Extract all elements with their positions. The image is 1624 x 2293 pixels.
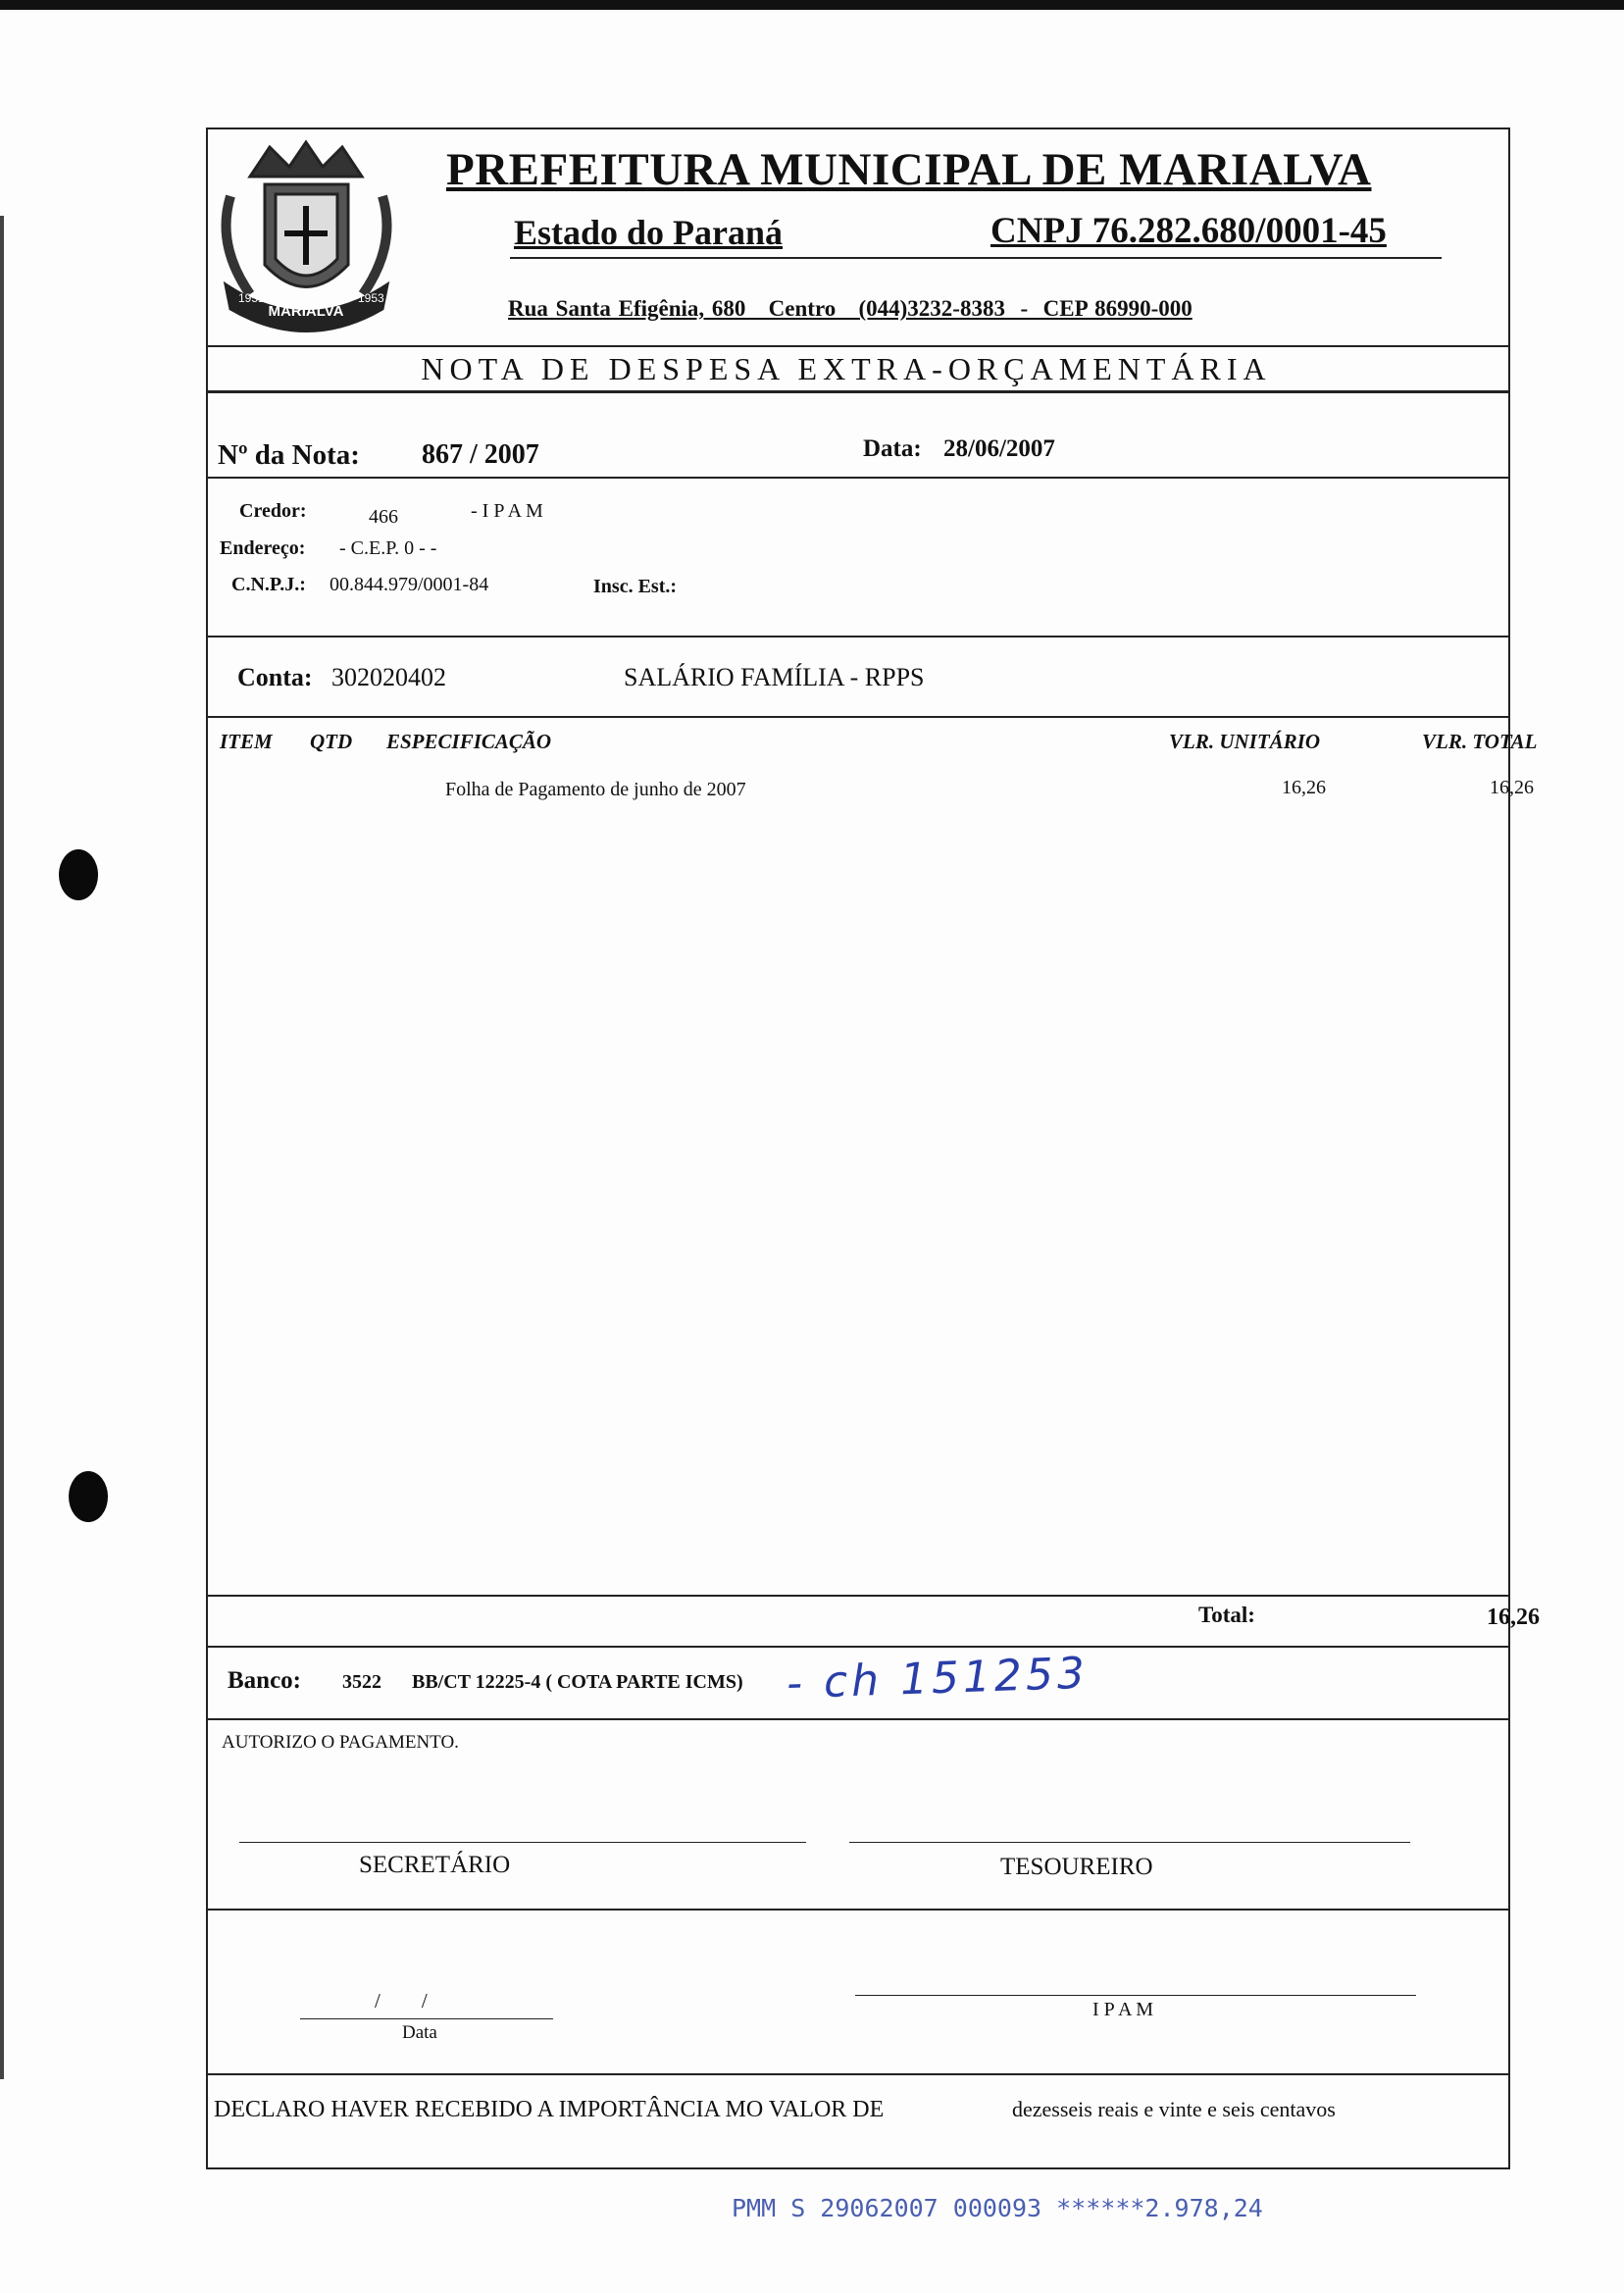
declaration-amount-words: dezesseis reais e vinte e seis centavos xyxy=(1012,2097,1336,2121)
column-header-item: ITEM xyxy=(220,730,273,753)
declaration-text: DECLARO HAVER RECEBIDO A IMPORTÂNCIA MO VALOR DE xyxy=(214,2097,885,2122)
note-date-value: 28/06/2007 xyxy=(943,435,1055,462)
total-value: 16,26 xyxy=(1487,1605,1540,1630)
state-name: Estado do Paraná xyxy=(514,213,784,252)
crest-text: MARIALVA xyxy=(268,303,344,320)
punch-hole-top xyxy=(59,849,98,900)
divider xyxy=(206,1595,1508,1597)
table-row-total-value: 16,26 xyxy=(1490,777,1534,798)
creditor-address: - C.E.P. 0 - - xyxy=(339,537,437,559)
handwritten-check-number: - ch 151253 xyxy=(786,1648,1090,1709)
bank-account: BB/CT 12225-4 ( COTA PARTE ICMS) xyxy=(412,1671,743,1693)
crest-year-right: 1953 xyxy=(358,291,384,305)
address-label: Endereço: xyxy=(220,537,306,559)
municipality-address: Rua Santa Efigênia, 680 Centro (044)3232-8383 - CEP 86990-000 xyxy=(508,296,1193,321)
municipality-title: PREFEITURA MUNICIPAL DE MARIALVA xyxy=(446,144,1372,195)
punch-hole-bottom xyxy=(69,1471,108,1522)
note-number-label: Nº da Nota: xyxy=(218,439,360,471)
municipality-cnpj: CNPJ 76.282.680/0001-45 xyxy=(990,211,1387,251)
municipal-crest-logo xyxy=(211,137,402,333)
account-label: Conta: xyxy=(237,663,313,691)
account-description: SALÁRIO FAMÍLIA - RPPS xyxy=(624,663,925,691)
column-header-unit-value: VLR. UNITÁRIO xyxy=(1169,730,1321,753)
table-row-unit-value: 16,26 xyxy=(1282,777,1326,798)
note-number-value: 867 / 2007 xyxy=(422,439,539,470)
divider xyxy=(206,716,1508,718)
divider xyxy=(206,1646,1508,1648)
divider xyxy=(206,2073,1508,2075)
account-number: 302020402 xyxy=(331,663,446,691)
receipt-date-slashes: / / xyxy=(375,1989,428,2013)
creditor-cnpj-label: C.N.P.J.: xyxy=(231,574,306,595)
scan-top-border xyxy=(0,0,1624,10)
creditor-code: 466 xyxy=(369,506,398,528)
divider xyxy=(206,1909,1508,1911)
receipt-date-label: Data xyxy=(402,2022,437,2043)
receipt-date-line xyxy=(300,2018,553,2019)
creditor-label: Credor: xyxy=(239,500,307,522)
treasurer-label: TESOUREIRO xyxy=(1000,1854,1153,1880)
divider xyxy=(206,345,1508,347)
note-date-label: Data: xyxy=(863,435,922,462)
scan-left-border xyxy=(0,216,4,2079)
table-row-specification: Folha de Pagamento de junho de 2007 xyxy=(445,779,746,800)
recipient-label: I P A M xyxy=(1092,1999,1154,2020)
divider xyxy=(206,477,1508,479)
divider xyxy=(206,636,1508,637)
treasurer-signature-line xyxy=(849,1842,1410,1843)
payment-stamp: PMM S 29062007 000093 ******2.978,24 xyxy=(732,2194,1263,2222)
recipient-signature-line xyxy=(855,1995,1416,1996)
column-header-total-value: VLR. TOTAL xyxy=(1422,730,1538,753)
divider xyxy=(206,390,1508,393)
crest-year-left: 1951 xyxy=(238,291,265,305)
column-header-qty: QTD xyxy=(310,730,353,753)
divider xyxy=(206,1718,1508,1720)
creditor-cnpj: 00.844.979/0001-84 xyxy=(330,574,489,595)
creditor-name: - I P A M xyxy=(471,500,543,522)
state-registration-label: Insc. Est.: xyxy=(593,576,678,597)
authorization-text: AUTORIZO O PAGAMENTO. xyxy=(222,1732,459,1753)
total-label: Total: xyxy=(1198,1603,1255,1627)
document-title: NOTA DE DESPESA EXTRA-ORÇAMENTÁRIA xyxy=(421,351,1272,386)
secretary-signature-line xyxy=(239,1842,806,1843)
secretary-label: SECRETÁRIO xyxy=(359,1852,511,1878)
column-header-specification: ESPECIFICAÇÃO xyxy=(386,730,552,753)
bank-code: 3522 xyxy=(342,1671,381,1693)
header-rule xyxy=(510,257,1442,259)
bank-label: Banco: xyxy=(228,1667,301,1694)
